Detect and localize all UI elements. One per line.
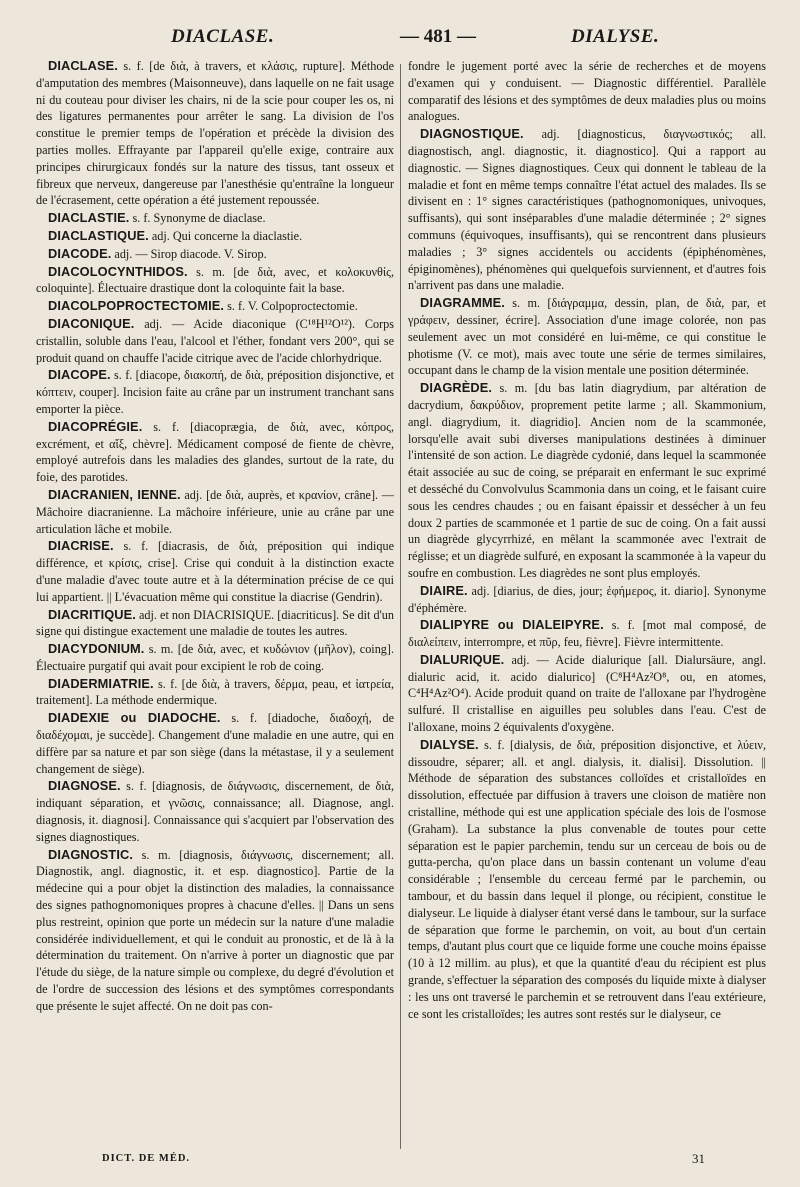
entry-definition: s. m. [du bas latin diagrydium, par altération de dacrydium, δακρύδιον, proprement petite larme ; all. Skammonium, angl. diagrydium, it. diagridio]. Ancien nom de la scammonée, lorsqu'elle avait subi diverses manipulations destinées à diminuer l'intensité de son action. Le diagrède cydonié, dans lequel la scammonée était associée au suc de coing, se préparait en enfermant le suc exprimé et desséché du Convolvulus Scammonia dans un coing, et le faisant cuire sous les cendres chaudes ; ou en faisant épaissir et dessécher à un feu doux 2 parties de scammonée et 1 partie de suc de coing. On a fait aussi un diagrède glycyrrhizé, en mêlant la scammonée avec l'extrait de réglisse; et un diagrède sulfuré, en exposant la scammonée à la vapeur du soufre en combustion. Les diagrèdes ne sont plus employés.	[408, 381, 766, 580]
entry-definition: adj. Qui concerne la diaclastie.	[148, 228, 303, 243]
entry-headword: DIACODE.	[48, 245, 112, 261]
dictionary-entry	[36, 778, 394, 845]
dictionary-entry	[36, 210, 394, 227]
page-footer	[0, 1153, 800, 1173]
entry-headword: DIAGRÈDE.	[420, 380, 493, 396]
entry-headword: DIADERMIATRIE.	[48, 675, 154, 691]
dictionary-entry	[408, 652, 766, 736]
right-column	[408, 58, 766, 1023]
entry-headword: DIALIPYRE ou DIALEIPYRE.	[420, 617, 604, 633]
entry-headword: DIACOLPOPROCTECTOMIE.	[48, 298, 225, 314]
entry-definition: s. f. [mot mal composé, de διαλείπειν, interrompre, et πῦρ, feu, fièvre]. Fièvre intermittente.	[408, 618, 766, 650]
entry-headword: DIACRANIEN, IENNE.	[48, 486, 181, 502]
dictionary-entry	[36, 538, 394, 605]
entry-definition: s. f. [diagnosis, de διάγνωσις, discernement, de διὰ, indiquant séparation, et γνῶσις, connaissance; all. Diagnose, angl. diagnosis, it. diagnosi]. Connaissance qui s'acquiert par l'observation des signes diagnostiques.	[36, 779, 394, 844]
entry-headword: DIACRISE.	[48, 538, 114, 554]
dictionary-entry	[36, 367, 394, 417]
entry-definition: adj. — Acide dialurique [all. Dialursäure, angl. dialuric acid, it. acido dialurico] (C⁸H⁴Az²O⁸, ou, en atomes, C⁴H⁴Az²O⁴). Acide produit quand on traite de l'alloxane par l'hydrogène sulfuré. Il cristallise en aiguilles peu solubles dans l'eau. C'est de l'alloxane, moins 2 équivalents d'oxygène.	[408, 652, 766, 735]
entry-headword: DIACLASE.	[48, 58, 118, 73]
entry-definition: s. f. [de διὰ, à travers, δέρμα, peau, et ἰατρεία, traitement]. La méthode endermique.	[36, 676, 394, 708]
dictionary-entry	[36, 641, 394, 675]
entry-headword: DIACOLOCYNTHIDOS.	[48, 263, 188, 279]
entry-definition: adj. et non DIACRISIQUE. [diacriticus]. Se dit d'un signe qui distingue exactement une maladie de toutes les autres.	[36, 607, 394, 639]
entry-headword: DIAGNOSE.	[48, 778, 121, 794]
dictionary-entry	[408, 380, 766, 582]
entry-headword: DIAGNOSTIQUE.	[420, 126, 524, 142]
dictionary-entry	[408, 583, 766, 617]
columns	[36, 58, 766, 1023]
entry-definition: s. f. [diacoprægia, de διὰ, avec, κόπρος, excrément, et αἴξ, chèvre]. Médicament composé de fiente de chèvre, employé autrefois dans les maladies des glandes, surtout de la rate, du foie, des parotides.	[36, 419, 394, 485]
running-head-right: DIALYSE.	[571, 26, 660, 47]
dictionary-entry	[36, 58, 394, 209]
entry-headword: DIACLASTIQUE.	[48, 227, 149, 243]
dictionary-entry	[36, 419, 394, 486]
entry-definition: s. f. [de διὰ, à travers, et κλάσις, rupture]. Méthode d'amputation des membres (Maisonneuve), dans laquelle on ne fait usage ni du couteau pour diviser les chairs, ni de la scie pour couper les os, ni des ligatures permanentes pour arrêter le sang. La division de l'os constitue le premier temps de l'opération et précède la division des parties molles. Effrayante par l'appareil qu'elle exige, contraire aux principes chirurgicaux fondés sur la nature des tissus, tant osseux et fibreux que nerveux, dangereuse par l'anesthésie qu'entraîne la longueur de l'écrasement, cette opération a été justement repoussée.	[36, 59, 394, 208]
entry-headword: DIACRITIQUE.	[48, 606, 136, 622]
footer-signature: DICT. DE MÉD.	[102, 1153, 191, 1164]
dictionary-entry	[36, 246, 394, 263]
dictionary-entry	[408, 737, 766, 1023]
entry-definition: s. m. [de διὰ, avec, et κολοκυνθίς, coloquinte]. Électuaire drastique dont la coloquinte fait la base.	[36, 264, 394, 296]
entry-headword: DIACOPRÉGIE.	[48, 418, 143, 434]
entry-definition: s. f. [dialysis, de διὰ, préposition disjonctive, et λύειν, dissoudre, séparer; all. et angl. dialysis, it. dialisi]. Dissolution. || Méthode de séparation des substances colloïdes et cristalloïdes en dissolution, effectuée par diffusion à travers une cloison de matière non cristalline, méthode qui est une application spéciale des lois de l'osmose (Graham). La substance la plus convenable de toutes pour cette séparation est le papier parchemin, tendu sur un cerceau de bois ou de gutta-percha, qu'on place dans un bassin contenant un volume d'eau considérable ; l'ensemble du cerceau fermé par le parchemin, ou tambour, et du bassin dans lequel il plonge, ou récipient, constitue le dialyseur. Le liquide à dialyser étant versé dans le tambour, sur la surface de séparation que forme le parchemin, on voit, au bout d'un certain temps, d'autant plus court que ce liquide forme une couche moins épaisse (10 à 12 millim. au plus), et que la quantité d'eau du récipient est plus grande, s'effectuer la séparation des composés du liquide mixte à dialyser : les uns ont traversé le parchemin et se retrouvent dans l'eau extérieure, ce sont les cristalloïdes; les autres sont restés sur le dialyseur, ce	[408, 737, 766, 1021]
entry-definition: s. m. [diagnosis, διάγνωσις, discernement; all. Diagnostik, angl. diagnostic, it. et esp. diagnostico]. Partie de la médecine qui a pour objet la distinction des maladies, la connaissance des signes pathognomoniques propres à chacune d'elles. || Dans un sens plus restreint, opinion que porte un médecin sur la nature d'une maladie considérée individuellement, et qui le conduit au pronostic, et de là à la détermination du traitement. On n'arrive à porter un diagnostic que par l'étude du siège, de la nature simple ou complexe, du degré d'évolution et de l'ordre de succession des lésions et des symptômes correspondants que présente le sujet affecté. On ne doit pas con-	[36, 847, 394, 1013]
entry-headword: DIACLASTIE.	[48, 210, 130, 226]
entry-headword: DIALURIQUE.	[420, 651, 505, 667]
dictionary-entry	[36, 710, 394, 777]
running-head-left: DIACLASE.	[171, 26, 275, 47]
entry-definition: s. f. V. Colpoproctectomie.	[224, 299, 358, 314]
dictionary-entry	[36, 264, 394, 298]
dictionary-entry	[408, 58, 766, 125]
entry-definition: adj. [diarius, de dies, jour; ἐφήμερος, it. diario]. Synonyme d'éphémère.	[408, 583, 766, 615]
page-number: — 481 —	[400, 26, 476, 47]
entry-definition: fondre le jugement porté avec la série de recherches et de moyens d'examen qui y conduisent. — Diagnostic différentiel. Parallèle comparatif des lésions et des symptômes de deux maladies plus ou moins analogues.	[408, 59, 766, 124]
footer-sheet-number: 31	[692, 1151, 705, 1166]
dictionary-entry	[36, 607, 394, 641]
entry-headword: DIACONIQUE.	[48, 315, 135, 331]
entry-definition: s. f. [diacrasis, de διὰ, préposition qui indique différence, et κρίσις, crise]. Crise qui conduit à la distinction exacte d'une maladie d'avec toute autre et à la détermination précise de ce qui lui appartient. || L'évacuation même qui constitue la diacrise (Gendrin).	[36, 539, 394, 604]
dictionary-entry	[408, 617, 766, 651]
dictionary-entry	[408, 295, 766, 379]
entry-definition: s. f. [diacope, διακοπή, de διὰ, préposition disjonctive, et κόπτειν, couper]. Incision faite au crâne par un instrument tranchant sans emporter la pièce.	[36, 368, 394, 416]
entry-definition: s. f. Synonyme de diaclase.	[129, 211, 266, 226]
entry-headword: DIADEXIE ou DIADOCHE.	[48, 710, 221, 726]
entry-headword: DIACYDONIUM.	[48, 641, 145, 657]
entry-definition: adj. [de διὰ, auprès, et κρανίον, crâne]. — Mâchoire diacranienne. La mâchoire inférieure, unie au crâne par une articulation lâche et mobile.	[36, 487, 394, 536]
dictionary-entry	[36, 487, 394, 537]
column-divider	[400, 64, 401, 1149]
entry-headword: DIAIRE.	[420, 582, 468, 598]
dictionary-entry	[408, 126, 766, 294]
entry-definition: adj. — Sirop diacode. V. Sirop.	[111, 246, 267, 261]
entry-headword: DIALYSE.	[420, 736, 479, 752]
entry-definition: s. f. [diadoche, διαδοχή, de διαδέχομαι, je succède]. Changement d'une maladie en une autre, qui en diffère par sa nature et par son siège (dans la métastase, il y a seulement changement de siège).	[36, 711, 395, 776]
entry-definition: s. m. [διάγραμμα, dessin, plan, de διὰ, par, et γράφειν, dessiner, écrire]. Association d'une image colorée, non pas seulement avec un mot considéré en lui-même, ce qui constitue le photisme (V. ce mot), mais avec toute une série de termes similaires, occupant dans le champ de la vision mentale une position déterminée.	[408, 296, 766, 378]
entry-definition: s. m. [de διὰ, avec, et κυδώνιον (μῆλον), coing]. Électuaire purgatif qui avait pour excipient le rob de coing.	[36, 642, 394, 673]
dictionary-entry	[36, 847, 394, 1015]
entry-definition: adj. [diagnosticus, διαγνωστικός; all. diagnostisch, angl. diagnostic, it. diagnostico]. Qui a rapport au diagnostic. — Signes diagnostiques. Ceux qui donnent le tableau de la maladie et font en même temps connaître l'état actuel des malades. Ils se divisent en : 1° signes caractéristiques (pathognomoniques, univoques, suffisants), qui sont inséparables d'une maladie déterminée ; 2° signes communs (équivoques, insuffisants), qui se rencontrent dans plusieurs maladies ; 3° signes accidentels ou accidents (épiphénomènes, épiginomènes), phénomènes qui quelquefois surviennent, et d'autres fois n'arrivent pas dans une maladie.	[408, 127, 766, 293]
entry-headword: DIAGNOSTIC.	[48, 846, 133, 862]
page-header	[36, 24, 766, 58]
dictionary-entry	[36, 298, 394, 315]
entry-headword: DIAGRAMME.	[420, 295, 505, 311]
entry-definition: adj. — Acide diaconique (C¹⁸H¹²O¹²). Corps cristallin, soluble dans l'eau, l'alcool et l'éther, fondant vers 200°, qui se produit quand on chauffe l'acide citrique avec de l'acide chlorhydrique.	[36, 316, 394, 365]
dictionary-entry	[36, 676, 394, 710]
dictionary-entry	[36, 228, 394, 245]
entry-headword: DIACOPE.	[48, 367, 111, 383]
dictionary-entry	[36, 316, 394, 366]
left-column	[36, 58, 394, 1023]
